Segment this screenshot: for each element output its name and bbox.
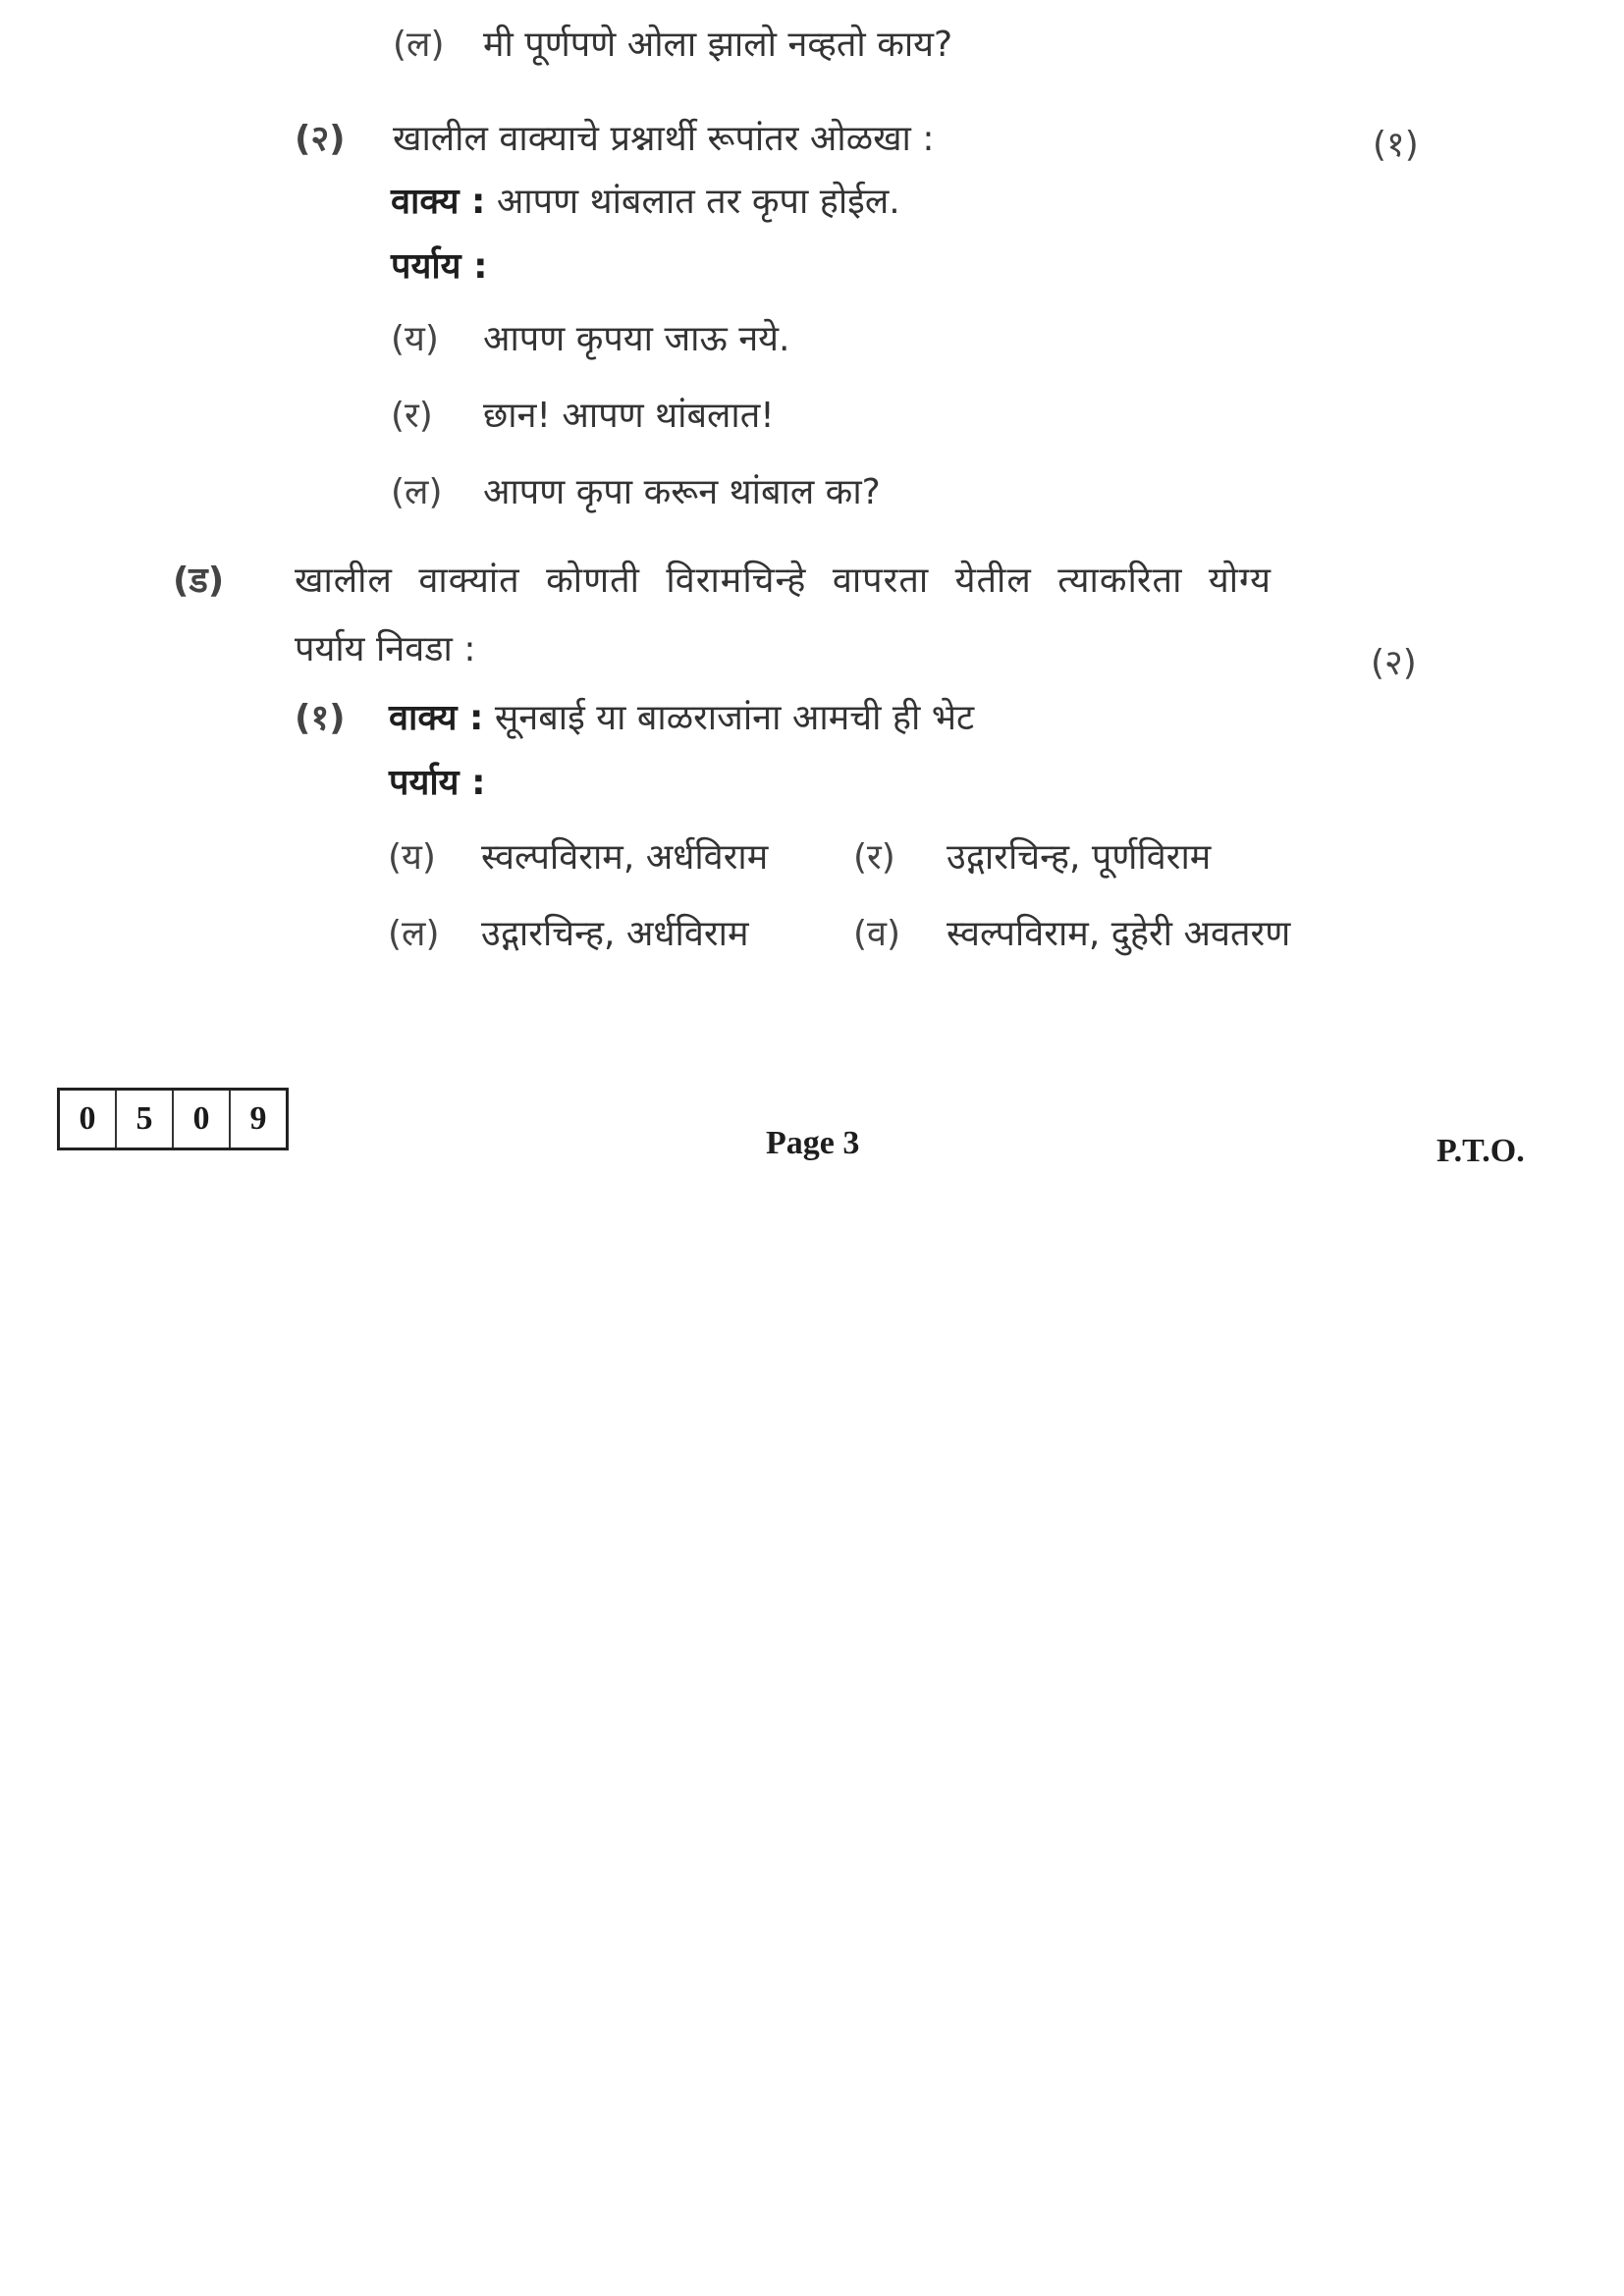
option-item bbox=[391, 318, 790, 361]
code-digit: 9 bbox=[249, 1100, 267, 1137]
options-label: पर्याय : bbox=[391, 246, 488, 287]
option-text: उद्गारचिन्ह, अर्धविराम bbox=[481, 914, 749, 954]
question-instruction-line2: पर्याय निवडा : bbox=[295, 629, 476, 669]
option-label: (ल) bbox=[388, 914, 440, 954]
option-label: (य) bbox=[391, 319, 439, 359]
option-text: छान! आपण थांबलात! bbox=[483, 396, 775, 436]
options-label: पर्याय : bbox=[389, 763, 486, 803]
option-text: मी पूर्णपणे ओला झालो नव्हतो काय? bbox=[483, 25, 953, 65]
pto-label: P.T.O. bbox=[1436, 1133, 1525, 1169]
option-item bbox=[388, 913, 748, 956]
page-number: Page 3 bbox=[766, 1125, 860, 1161]
option-item bbox=[391, 395, 775, 438]
question-number: (ड) bbox=[173, 561, 225, 601]
paper-code-box bbox=[57, 1088, 289, 1150]
option-item bbox=[853, 836, 1211, 880]
question-instruction-line1: खालील वाक्यांत कोणती विरामचिन्हे वापरता येतील त्याकरिता योग्य bbox=[295, 561, 1272, 601]
question-number: (२) bbox=[295, 119, 346, 159]
option-text: उद्गारचिन्ह, पूर्णविराम bbox=[947, 837, 1212, 878]
option-text: स्वल्पविराम, अर्धविराम bbox=[481, 837, 769, 878]
sentence-label: वाक्य : bbox=[389, 698, 484, 738]
sentence-text: आपण थांबलात तर कृपा होईल. bbox=[496, 182, 900, 222]
option-label: (ल) bbox=[393, 25, 445, 65]
option-label: (र) bbox=[853, 837, 895, 878]
option-text: स्वल्पविराम, दुहेरी अवतरण bbox=[947, 914, 1291, 954]
marks-badge: (२) bbox=[1371, 643, 1417, 683]
code-digit: 0 bbox=[174, 1091, 231, 1148]
option-text: आपण कृपा करून थांबाल का? bbox=[483, 472, 881, 512]
sentence-text: सूनबाई या बाळराजांना आमची ही भेट bbox=[494, 698, 975, 738]
sentence-label: वाक्य : bbox=[391, 182, 486, 222]
code-digit: 5 bbox=[117, 1091, 174, 1148]
option-label: (र) bbox=[391, 396, 433, 436]
code-digit: 0 bbox=[60, 1091, 117, 1148]
option-label: (ल) bbox=[391, 472, 443, 512]
option-item bbox=[853, 913, 1290, 956]
question-instruction: खालील वाक्याचे प्रश्नार्थी रूपांतर ओळखा : bbox=[393, 119, 935, 159]
option-item bbox=[391, 471, 881, 514]
option-item bbox=[388, 836, 768, 880]
marks-badge: (१) bbox=[1373, 125, 1419, 165]
option-text: आपण कृपया जाऊ नये. bbox=[483, 319, 790, 359]
option-label: (व) bbox=[853, 914, 901, 954]
subquestion-number: (१) bbox=[295, 698, 346, 738]
option-label: (य) bbox=[388, 837, 436, 878]
